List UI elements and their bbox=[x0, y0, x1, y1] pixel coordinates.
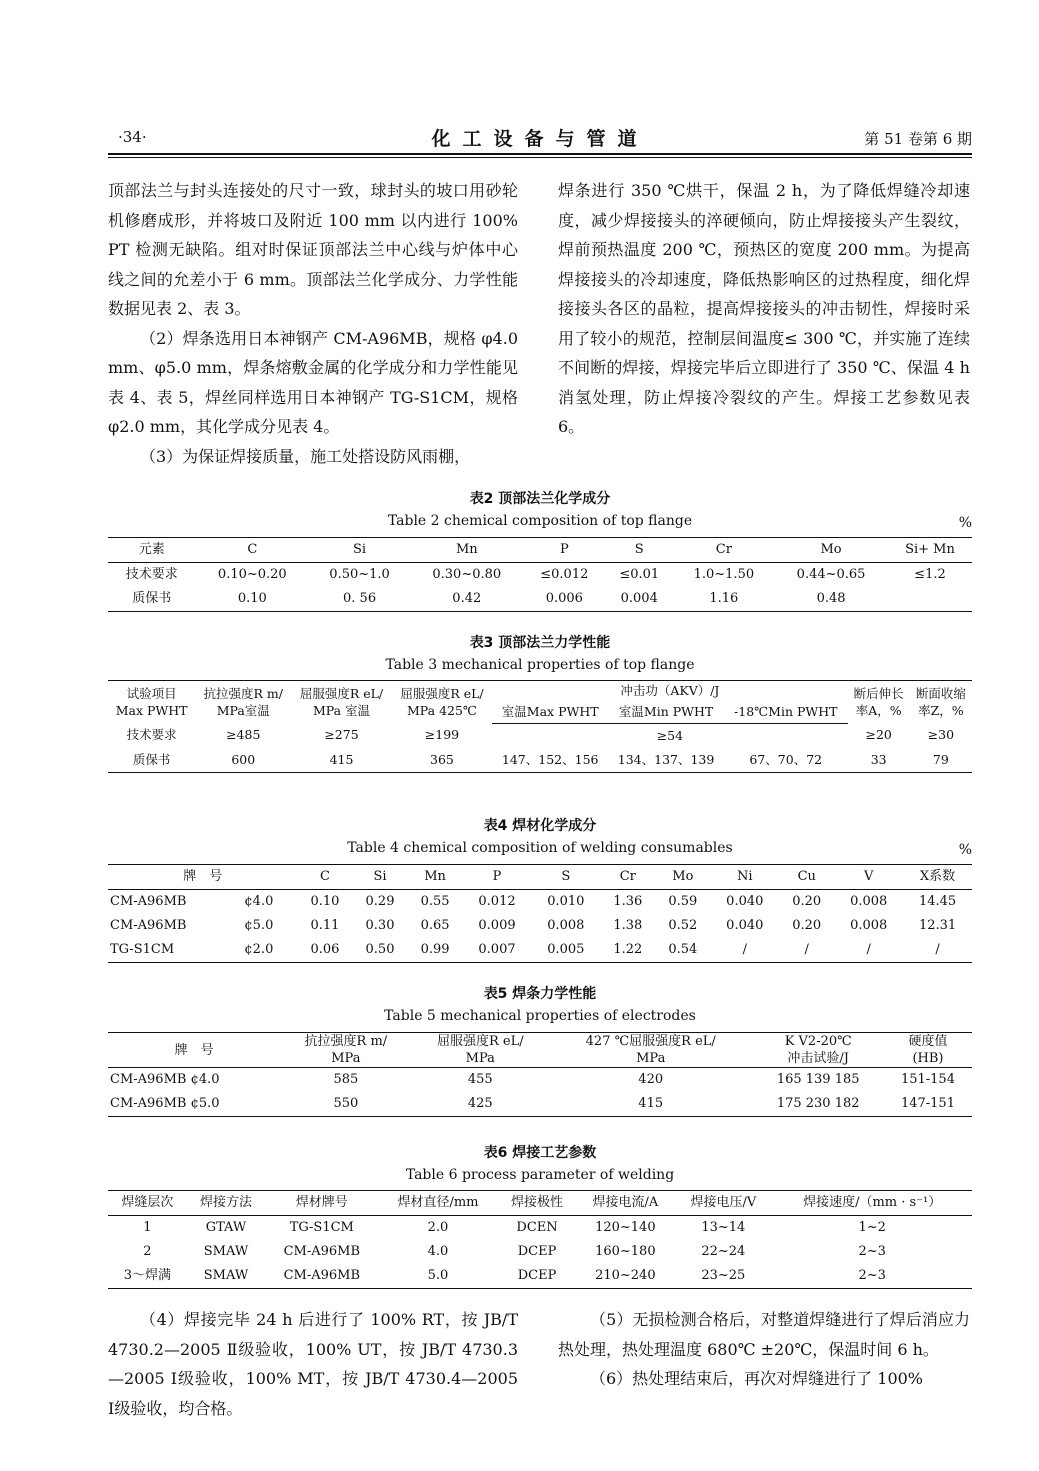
table-cell: CM-A96MB bbox=[283, 1244, 361, 1259]
table-cell: 0.44~0.65 bbox=[796, 567, 866, 582]
table-header-row bbox=[108, 865, 972, 890]
table-header-cell: Cr bbox=[600, 865, 655, 890]
header-text: (HB) bbox=[912, 1051, 944, 1066]
table-cell: 165 139 185 bbox=[776, 1072, 860, 1087]
table-cell: 600 bbox=[195, 748, 291, 773]
table-cell: 技术要求 bbox=[125, 567, 178, 582]
table-cell: 1.38 bbox=[613, 918, 643, 933]
header-text: 屈服强度R eL/ bbox=[436, 1034, 524, 1049]
table-cell: 0.008 bbox=[547, 918, 585, 933]
table-cell: / bbox=[710, 938, 779, 963]
table-header-cell bbox=[910, 681, 972, 724]
table-cell: 0.48 bbox=[774, 587, 888, 612]
table6 bbox=[108, 1190, 972, 1289]
table-cell: GTAW bbox=[205, 1220, 247, 1235]
header-rule bbox=[108, 153, 972, 155]
table-header-cell bbox=[549, 1033, 752, 1068]
table-cell: 5.0 bbox=[378, 1264, 497, 1289]
table-row bbox=[108, 748, 972, 773]
table-header-cell: 焊接速度/（mm · s⁻¹） bbox=[772, 1191, 972, 1216]
table-header-cell: C bbox=[297, 865, 352, 890]
table3-title-cn: 表3 顶部法兰力学性能 bbox=[469, 635, 611, 651]
table-cell: CM-A96MB ¢5.0 bbox=[108, 1092, 280, 1117]
table-header-cell: C bbox=[195, 538, 309, 563]
table-header-cell: 焊接电流/A bbox=[576, 1191, 674, 1216]
table-cell: 0. 56 bbox=[309, 587, 410, 612]
table-cell: 0.040 bbox=[726, 918, 764, 933]
issue-label: 第 51 卷第 6 期 bbox=[864, 130, 972, 148]
table-header-cell: 冲击功（AKV）/J bbox=[492, 681, 847, 702]
header-text: K V2-20℃ bbox=[784, 1034, 852, 1049]
table-header-cell bbox=[884, 1033, 972, 1068]
table-cell: 151-154 bbox=[900, 1072, 955, 1087]
table-cell: 0.10 bbox=[310, 894, 340, 909]
header-text: Max PWHT bbox=[115, 703, 188, 718]
table-cell: ≤0.012 bbox=[540, 567, 589, 582]
header-text: 屈服强度R eL/ bbox=[299, 686, 384, 701]
paragraph: （6）热处理结束后，再次对焊缝进行了 100% bbox=[590, 1369, 924, 1388]
table-cell: 0.10 bbox=[195, 587, 309, 612]
table-cell: 0.007 bbox=[463, 938, 532, 963]
table-header-cell: Cr bbox=[673, 538, 774, 563]
table5-title-en: Table 5 mechanical properties of electrodes bbox=[384, 1008, 696, 1024]
table-header-cell: S bbox=[531, 865, 600, 890]
table-cell: ≤1.2 bbox=[914, 567, 946, 582]
table-cell: 0.040 bbox=[726, 894, 764, 909]
header-text: 率A，% bbox=[855, 703, 902, 718]
table-cell: 585 bbox=[333, 1072, 359, 1087]
table-cell: 质保书 bbox=[108, 748, 195, 773]
table5-title-cn: 表5 焊条力学性能 bbox=[483, 986, 597, 1002]
table-cell: ¢2.0 bbox=[242, 938, 297, 963]
table-cell: 0.20 bbox=[792, 918, 822, 933]
table-cell: 3～焊满 bbox=[108, 1264, 187, 1289]
table-header-cell: 室温Max PWHT bbox=[492, 702, 608, 723]
table-header-cell: 牌 号 bbox=[108, 1033, 280, 1068]
table-cell: 210~240 bbox=[576, 1264, 674, 1289]
paragraph: （2）焊条选用日本神钢产 CM-A96MB，规格 φ4.0 mm、φ5.0 mm，焊条熔敷金属的化学成分和力学性能见表 4、表 5，焊丝同样选用日本神钢产 TG-S1CM，规格 φ2.0 mm，其化学成分见表 4。 bbox=[108, 328, 518, 436]
table-cell: 13~14 bbox=[701, 1220, 746, 1235]
table-cell: ≥199 bbox=[424, 727, 460, 743]
table-cell: 0.52 bbox=[668, 918, 698, 933]
table-header-cell: S bbox=[605, 538, 673, 563]
table-cell: / bbox=[834, 938, 903, 963]
header-text: 冲击试验/J bbox=[787, 1051, 849, 1066]
table-cell: 67、70、72 bbox=[724, 748, 848, 773]
table5 bbox=[108, 1032, 972, 1117]
table-cell: SMAW bbox=[203, 1244, 249, 1259]
paragraph: （3）为保证焊接质量，施工处搭设防风雨棚， bbox=[140, 446, 471, 466]
table-row bbox=[108, 587, 972, 612]
table-cell: 1.22 bbox=[600, 938, 655, 963]
body-column-left bbox=[108, 176, 518, 471]
table-header-cell: -18℃Min PWHT bbox=[724, 702, 848, 723]
table-row bbox=[108, 723, 972, 748]
header-text: 硬度值 bbox=[908, 1034, 948, 1049]
table-row bbox=[108, 1068, 972, 1093]
table-cell: 2.0 bbox=[427, 1220, 449, 1235]
table-header-cell: Si bbox=[309, 538, 410, 563]
table-header-row bbox=[108, 538, 972, 563]
table-header-cell bbox=[752, 1033, 884, 1068]
table-cell: 0.06 bbox=[297, 938, 352, 963]
table-cell: CM-A96MB bbox=[110, 918, 187, 933]
table-cell: TG-S1CM bbox=[289, 1220, 354, 1235]
table-cell: 技术要求 bbox=[126, 727, 177, 743]
table-cell: CM-A96MB bbox=[265, 1264, 378, 1289]
table-cell: 1.16 bbox=[673, 587, 774, 612]
journal-title: 化工设备与管道 bbox=[431, 128, 649, 150]
table6-title-cn: 表6 焊接工艺参数 bbox=[483, 1145, 597, 1161]
table-cell: 0.20 bbox=[792, 894, 822, 909]
table-header-cell: Mo bbox=[774, 538, 888, 563]
table-cell: 14.45 bbox=[918, 894, 957, 909]
table-header-cell bbox=[108, 681, 195, 724]
table2 bbox=[108, 537, 972, 612]
body-column-right-bottom bbox=[558, 1305, 970, 1394]
table-cell: ≥20 bbox=[865, 727, 892, 743]
table6-caption bbox=[108, 1142, 972, 1188]
table-cell: 0.30 bbox=[365, 918, 395, 933]
table-cell: 120~140 bbox=[595, 1220, 656, 1235]
table-cell: 175 230 182 bbox=[752, 1092, 884, 1117]
table-cell: 455 bbox=[467, 1072, 493, 1087]
table-cell: 0.008 bbox=[850, 918, 888, 933]
table-header-cell: X系数 bbox=[903, 865, 972, 890]
paragraph: 焊条进行 350 ℃烘干，保温 2 h，为了降低焊缝冷却速度，减少焊接接头的淬硬倾向，防止焊接接头产生裂纹，焊前预热温度 200 ℃，预热区的宽度 200 mm。为提高焊接接头的冷却速度，降低热影响区的过热程度，细化焊接接头各区的晶粒，提高焊接接头的冲击韧性，焊接时采用了较小的规范，控制层间温度≤ 300 ℃，并实施了连续不间断的焊接，焊接完毕后立即进行了 350 ℃、保温 4 h 消氢处理，防止焊接冷裂纹的产生。焊接工艺参数见表 6。 bbox=[558, 181, 970, 436]
table-cell: 550 bbox=[280, 1092, 411, 1117]
table-header-cell: Ni bbox=[710, 865, 779, 890]
table-cell: 12.31 bbox=[918, 918, 957, 933]
table-header-cell: 焊接方法 bbox=[187, 1191, 266, 1216]
table-header-cell bbox=[392, 681, 492, 724]
table-cell: DCEN bbox=[516, 1220, 558, 1235]
table-cell: 0.50~1.0 bbox=[329, 567, 390, 582]
table2-unit: % bbox=[958, 515, 972, 531]
table-cell: CM-A96MB bbox=[110, 894, 187, 909]
table-header-cell: Cu bbox=[779, 865, 834, 890]
table6-title-en: Table 6 process parameter of welding bbox=[405, 1167, 675, 1183]
table-header-cell: Mn bbox=[410, 538, 524, 563]
table-header-cell: Mn bbox=[408, 865, 463, 890]
table-cell: 0.50 bbox=[352, 938, 407, 963]
table-cell: ≤0.01 bbox=[619, 567, 660, 582]
table-cell: / bbox=[779, 938, 834, 963]
table-cell: 0.29 bbox=[365, 894, 395, 909]
table-cell: ≥485 bbox=[226, 727, 261, 743]
table4-title-en: Table 4 chemical composition of welding consumables bbox=[347, 840, 733, 856]
header-text: 率Z，% bbox=[918, 703, 964, 718]
table-header-cell: Si+ Mn bbox=[888, 538, 972, 563]
table-header-cell: 牌 号 bbox=[108, 865, 297, 890]
table-cell: 质保书 bbox=[108, 587, 195, 612]
table-cell: 134、137、139 bbox=[608, 748, 724, 773]
table-cell: 365 bbox=[392, 748, 492, 773]
table-cell: 0.005 bbox=[531, 938, 600, 963]
table-cell: 0.010 bbox=[547, 894, 585, 909]
table-cell: ≥30 bbox=[927, 727, 955, 743]
table-cell: 420 bbox=[638, 1072, 664, 1087]
table-cell: 22~24 bbox=[701, 1244, 746, 1259]
table-cell: TG-S1CM bbox=[108, 938, 242, 963]
table-cell: DCEP bbox=[517, 1244, 557, 1259]
table2-title-en: Table 2 chemical composition of top flange bbox=[387, 513, 693, 529]
table-cell: 0.65 bbox=[420, 918, 450, 933]
header-rule-thin bbox=[108, 157, 972, 158]
paragraph: （5）无损检测合格后，对整道焊缝进行了焊后消应力热处理，热处理温度 680℃ ±20℃，保温时间 6 h。 bbox=[558, 1310, 970, 1359]
table-header-cell: P bbox=[463, 865, 532, 890]
table-cell: 0.006 bbox=[524, 587, 605, 612]
table4-unit: % bbox=[958, 842, 972, 858]
header-text: MPa bbox=[636, 1051, 666, 1066]
table-row bbox=[108, 1240, 972, 1264]
table-cell: 0.99 bbox=[408, 938, 463, 963]
table-cell: 23~25 bbox=[674, 1264, 772, 1289]
table-header-cell bbox=[280, 1033, 411, 1068]
table-header-cell: P bbox=[524, 538, 605, 563]
table-cell: 0.012 bbox=[478, 894, 516, 909]
table-row bbox=[108, 1092, 972, 1117]
table-header-row bbox=[108, 1033, 972, 1068]
table-header-cell: Si bbox=[352, 865, 407, 890]
table5-caption bbox=[108, 983, 972, 1029]
header-text: 抗拉强度R m/ bbox=[203, 686, 283, 701]
table-cell: 147-151 bbox=[884, 1092, 972, 1117]
table-cell: 79 bbox=[910, 748, 972, 773]
header-text: 试验项目 bbox=[126, 686, 177, 701]
table-cell: 1.0~1.50 bbox=[693, 567, 755, 582]
header-text: 屈服强度R eL/ bbox=[400, 686, 484, 701]
table-cell: 2 bbox=[143, 1244, 152, 1259]
body-column-right bbox=[558, 176, 970, 442]
table-cell: 2~3 bbox=[772, 1264, 972, 1289]
header-text: 抗拉强度R m/ bbox=[304, 1034, 388, 1049]
table-header-cell bbox=[848, 681, 910, 724]
table-header-cell: 焊材牌号 bbox=[265, 1191, 378, 1216]
paragraph: （4）焊接完毕 24 h 后进行了 100% RT，按 JB/T 4730.2—2005 Ⅱ级验收，100% UT，按 JB/T 4730.3—2005 Ⅰ级验收，100% MT，按 JB/T 4730.4—2005 Ⅰ级验收，均合格。 bbox=[108, 1310, 518, 1418]
table-header-cell bbox=[195, 681, 291, 724]
table-cell: 1~2 bbox=[858, 1220, 886, 1235]
table-header-cell: 元素 bbox=[108, 538, 195, 563]
table-row bbox=[108, 914, 972, 938]
table-cell: 0.009 bbox=[478, 918, 516, 933]
table-cell: DCEP bbox=[498, 1264, 577, 1289]
table-cell: 0.30~0.80 bbox=[432, 567, 502, 582]
header-text: 断后伸长 bbox=[853, 686, 904, 701]
table-header-row bbox=[108, 681, 972, 702]
table-header-cell: 焊接电压/V bbox=[674, 1191, 772, 1216]
table-cell: 0.42 bbox=[410, 587, 524, 612]
table-cell: 33 bbox=[848, 748, 910, 773]
table3 bbox=[108, 680, 972, 773]
table-header-cell: V bbox=[834, 865, 903, 890]
table-cell: CM-A96MB ¢4.0 bbox=[110, 1072, 220, 1087]
table-header-cell: 焊接极性 bbox=[498, 1191, 577, 1216]
table-header-cell bbox=[412, 1033, 549, 1068]
table-cell: 0.11 bbox=[310, 918, 340, 933]
table-cell: 415 bbox=[549, 1092, 752, 1117]
table-cell: 0.59 bbox=[668, 894, 698, 909]
table-header-cell: 焊缝层次 bbox=[108, 1191, 187, 1216]
table-row bbox=[108, 938, 972, 963]
header-text: 断面收缩 bbox=[915, 686, 966, 701]
table-cell: 2~3 bbox=[858, 1244, 886, 1259]
table2-title-cn: 表2 顶部法兰化学成分 bbox=[469, 491, 611, 507]
table4 bbox=[108, 864, 972, 963]
table-row bbox=[108, 1264, 972, 1289]
table4-title-cn: 表4 焊材化学成分 bbox=[483, 818, 597, 834]
table-cell: SMAW bbox=[187, 1264, 266, 1289]
header-text: MPa 室温 bbox=[312, 703, 371, 718]
body-column-left-bottom bbox=[108, 1305, 518, 1423]
table-row bbox=[108, 890, 972, 915]
table-cell: ¢5.0 bbox=[244, 918, 274, 933]
paragraph: 顶部法兰与封头连接处的尺寸一致，球封头的坡口用砂轮机修磨成形，并将坡口及附近 100 mm 以内进行 100% PT 检测无缺陷。组对时保证顶部法兰中心线与炉体中心线之间的允差小于 6 mm。顶部法兰化学成分、力学性能数据见表 2、表 3。 bbox=[108, 181, 518, 318]
table-header-cell bbox=[291, 681, 391, 724]
table-header-cell: Mo bbox=[655, 865, 710, 890]
table-cell: / bbox=[903, 938, 972, 963]
running-header bbox=[108, 124, 972, 154]
table-row bbox=[108, 563, 972, 588]
table-cell: 0.10~0.20 bbox=[217, 567, 287, 582]
table-header-row bbox=[108, 1191, 972, 1216]
table-cell: 147、152、156 bbox=[492, 748, 608, 773]
table-cell: 0.54 bbox=[655, 938, 710, 963]
table-row bbox=[108, 1216, 972, 1241]
table3-caption bbox=[108, 632, 972, 678]
table-header-cell: 室温Min PWHT bbox=[608, 702, 724, 723]
header-text: MPa bbox=[331, 1051, 361, 1066]
header-text: 427 ℃屈服强度R eL/ bbox=[585, 1034, 716, 1049]
table-cell: 4.0 bbox=[427, 1244, 449, 1259]
table2-caption bbox=[108, 488, 972, 534]
table-cell: ≥275 bbox=[324, 727, 359, 743]
page-number: ·34· bbox=[118, 128, 147, 146]
table-cell: 0.008 bbox=[850, 894, 888, 909]
table-cell: 0.004 bbox=[605, 587, 673, 612]
table-cell bbox=[888, 587, 972, 612]
table-header-cell: 焊材直径/mm bbox=[378, 1191, 497, 1216]
table-cell: 425 bbox=[412, 1092, 549, 1117]
header-text: MPa 425℃ bbox=[407, 703, 477, 718]
table-cell: 415 bbox=[291, 748, 391, 773]
table-cell: 1 bbox=[143, 1220, 152, 1235]
table-cell: 0.55 bbox=[420, 894, 450, 909]
header-text: MPa室温 bbox=[216, 703, 270, 718]
table3-title-en: Table 3 mechanical properties of top flange bbox=[385, 657, 695, 673]
table-cell: ¢4.0 bbox=[244, 894, 274, 909]
table-cell: ≥54 bbox=[656, 727, 684, 743]
table4-caption bbox=[108, 815, 972, 861]
table-cell: 160~180 bbox=[595, 1244, 656, 1259]
table-cell: 1.36 bbox=[613, 894, 643, 909]
header-text: MPa bbox=[465, 1051, 495, 1066]
